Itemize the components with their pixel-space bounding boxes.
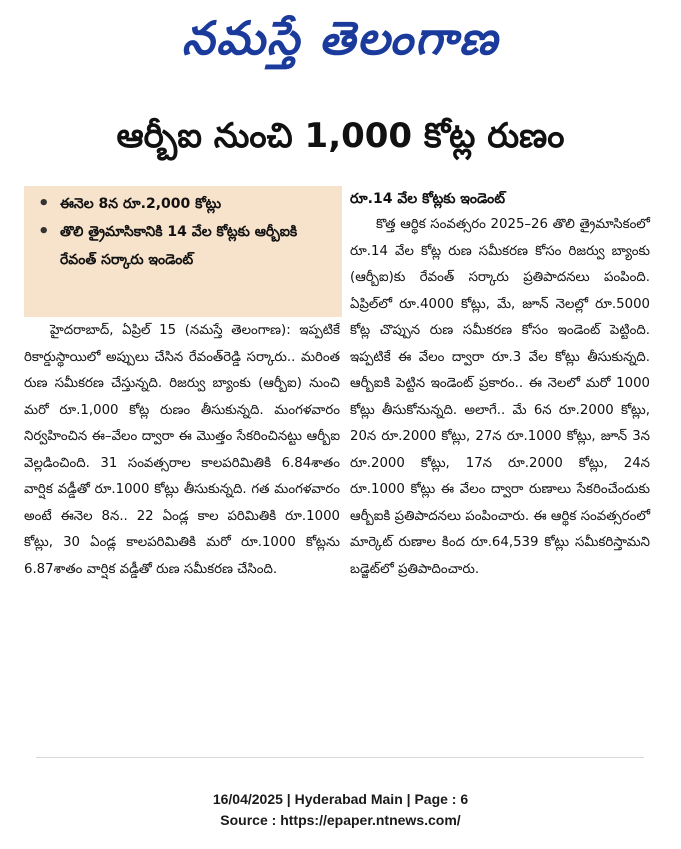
body-paragraph: కొత్త ఆర్థిక సంవత్సరం 2025–26 తొలి త్రైమాసికంలో రూ.14 వేల కోట్ల రుణ సమీకరణ కోసం రిజర్వు బ్యాంకు (ఆర్బీఐ)కు రేవంత్ సర్కారు ప్రతిపాదనలు పంపింది. ఏప్రిల్‌లో రూ.4000 కోట్లు, మే, జూన్ నెలల్లో రూ.5000 కోట్ల చొప్పున రుణ సమీకరణ కోసం ఇండెంట్ పెట్టింది. ఇప్పటికే ఈ వేలం ద్వారా రూ.3 వేల కోట్లు తీసుకున్నది. ఆర్బీఐకి పెట్టిన ఇండెంట్ ప్రకారం.. ఈ నెలలో మరో 1000 కోట్లు తీసుకోనున్నది. అలాగే.. మే 6న రూ.2000 కోట్లు, 20న రూ.2000 కోట్లు, 27న రూ.1000 కోట్లు, జూన్ 3న రూ.2000 కోట్లు, 17న రూ.2000 కోట్లు, 24న రూ.1000 కోట్లు ఈ వేలం ద్వారా రుణాలు సేకరించేందుకు ఆర్బీఐకి ప్రతిపాదనలు పంపించారు. ఈ ఆర్థిక సంవత్సరంలో మార్కెట్ రుణాల కింద రూ.64,539 కోట్లు సమీకరిస్తామని బడ్జెట్‌లో ప్రతిపాదించారు. [350, 217, 650, 577]
article-headline: ఆర్బీఐ నుంచి 1,000 కోట్ల రుణం [116, 116, 565, 156]
article-body-right [350, 186, 650, 583]
highlights-box [24, 186, 342, 317]
bullet-icon: • [38, 193, 50, 214]
section-subhead: రూ.14 వేల కోట్లకు ఇండెంట్ [350, 191, 506, 207]
highlight-item [38, 190, 332, 218]
article-body-left [24, 318, 340, 583]
highlight-text: తొలి త్రైమాసికానికి 14 వేల కోట్లకు ఆర్బీఐకి రేవంత్ సర్కారు ఇండెంట్ [60, 224, 298, 268]
masthead-logo: నమస్తే తెలంగాణ [181, 11, 500, 65]
bullet-icon: • [38, 221, 50, 242]
footer-divider [36, 757, 644, 758]
highlight-item [38, 218, 332, 274]
footer-date-edition: 16/04/2025 | Hyderabad Main | Page : 6 [212, 791, 469, 807]
footer-source: Source : https://epaper.ntnews.com/ [220, 812, 461, 828]
body-paragraph: హైదరాబాద్, ఏప్రిల్ 15 (నమస్తే తెలంగాణ): ఇప్పటికే రికార్డుస్థాయిలో అప్పులు చేసిన రేవంత్‌రెడ్డి సర్కారు.. మరింత రుణ సమీకరణ చేస్తున్నది. రిజర్వు బ్యాంకు (ఆర్బీఐ) నుంచి మరో రూ.1,000 కోట్ల రుణం తీసుకున్నది. మంగళవారం నిర్వహించిన ఈ–వేలం ద్వారా ఈ మొత్తం సేకరించినట్టు ఆర్బీఐ వెల్లడించింది. 31 సంవత్సరాల కాలపరిమితికి 6.84శాతం వార్షిక వడ్డీతో రూ.1000 కోట్లు తీసుకున్నది. గత మంగళవారం అంటే ఈనెల 8న.. 22 ఏండ్ల కాల పరిమితికి రూ.1000 కోట్లు, 30 ఏండ్ల కాలపరిమితికి మరో రూ.1000 కోట్లను 6.87శాతం వార్షిక వడ్డీతో రుణ సమీకరణ చేసింది. [24, 323, 340, 577]
highlight-text: ఈనెల 8న రూ.2,000 కోట్లు [60, 196, 222, 212]
